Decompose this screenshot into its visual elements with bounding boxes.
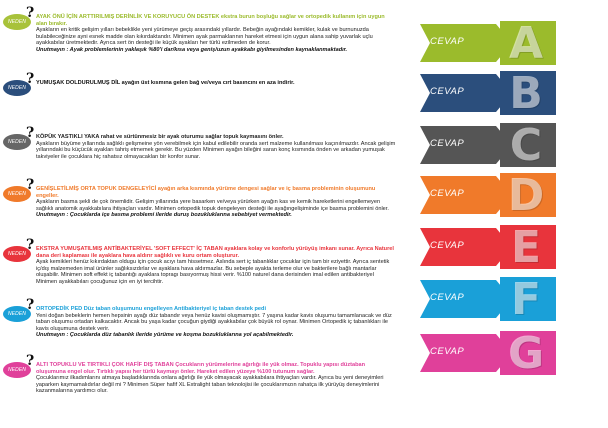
question-mark-icon: ? <box>26 177 35 193</box>
answer-letter: B <box>509 68 543 119</box>
row-body: Ayak kemikleri henüz kıkırdaktan oldugu için çocuk acıyı tam hissetmez. Aslında sert iç tabanlıklar çocuklar için tam bir eziyettir. Ayrıca sentetik iç/dış malzemeden imal ürünler sağlıksızdırlar ve ayaklara hava aldırmazlar. Bu sebeple ayakta terleme olur ve bakterilere bağlı mantarlar oluşabilir. Minimen soft effekt iç tabantığı ayaklara topragı basıyormuş hissi verir. %100 naturel dana derisinden imal edilen antibakteriyel Minimen ayakkabıları çocuğunuz için en iyi tercihtir. <box>36 259 390 285</box>
answer-letter: A <box>508 18 544 69</box>
answer-letter: F <box>510 274 542 325</box>
row-heading: GENİŞLETİLMİŞ ORTA TOPUK DENGELEYİCİ ayağın arka kısmında yürüme dengesi sağlar ve iç basma probleminin oluşumunu engeller. <box>36 186 376 199</box>
neden-label: NEDEN <box>7 191 26 197</box>
question-mark-icon: ? <box>26 5 35 21</box>
question-text <box>36 14 396 54</box>
neden-label: NEDEN <box>7 139 26 145</box>
question-mark-icon: ? <box>26 297 35 313</box>
row-body: Yeni doğan bebeklerin hemen hepsinin ayağı düz tabandır veya henüz kavisi oluşmamıştır. 7 yaşına kadar kavis oluşumu tamamlanacak ve düz taban oluşumu ortadan kalkacaktır. Ancak bu yaşa kadar çocuğun giydiği ayakkabılar çok büyük rol oynar. Minimen Ortopedik iç tabanlıkları ile kavis oluşumuna destek verir. <box>36 312 392 332</box>
question-text <box>36 246 396 286</box>
answer-letter: D <box>507 170 545 221</box>
row-heading: ALTI TOPUKLU VE TIRTIKLI ÇOK HAFİF DIŞ TABAN Çocukların yürümelerine ağırlığı ile yük olmaz. Topuklu yapısı düztaban oluşumuna engel olur. Tırtıklı yapısı her türlü kaymayı önler. Hareket edilen yüzeye %100 tutunum sağlar. <box>36 362 366 375</box>
cevap-label: CEVAP <box>430 292 465 303</box>
cevap-label: CEVAP <box>430 86 465 97</box>
neden-label: NEDEN <box>7 251 26 257</box>
row-body: Ayakların büyüme yıllarında sağlıklı gelişmeine yön verebilmek için kabul edilebilir oranda sert malzeme kullanılması kaçınılmazdır. Ancak gelişim yıllarındaki bu küçücük ayakları tahriş etmemek gerekir. Bu yüzden Minimen ayağın bileğini saran konç kısmında önden ve arkadan yumuşak takviyeler ile çocuklara hiç rahatsız olmayacakları bir konfor sunar. <box>36 140 396 160</box>
row-body: Çocuklarımız ilkadımlarını atmaya başladıklarında onlara ağırlığı ile yük olmayacak ayakkabılara ihtiyaçları vardır. Ayrıca bu yeni deneyimleri yaparken kaymamalıdırlar değil mi ? Minimen Süper hafif XL Extralight taban teknolojisi ile çocuklarımızın rahatça ilk yürüyüş deneyimlerini kazanmalarına yardımcı olur. <box>36 375 384 395</box>
cevap-label: CEVAP <box>430 188 465 199</box>
cevap-label: CEVAP <box>430 138 465 149</box>
question-mark-icon: ? <box>26 71 35 87</box>
neden-label: NEDEN <box>7 85 26 91</box>
question-text <box>36 186 396 219</box>
answer-band <box>420 328 560 379</box>
row-heading: AYAK ÖNÜ İÇİN ARTTIRILMIŞ DERİNLİK VE KORUYUCU ÖN DESTEK ekstra burun boşluğu sağlar ve ortopedik kullanım için uygun alan bırakır. <box>36 14 385 27</box>
neden-label: NEDEN <box>7 19 26 25</box>
neden-label: NEDEN <box>7 311 26 317</box>
row-heading: EKSTRA YUMUŞATILMIŞ ANTİBAKTERİYEL 'SOFT EFFECT' İÇ TABAN ayaklara kolay ve konforlu yürüyüş imkanı sunar. Ayrıca Naturel dana deri kaplaması ile ayaklara hava aldırır sağlıklı ve kuru ortam oluşturur. <box>36 246 394 259</box>
answer-band <box>420 68 560 119</box>
question-text <box>36 80 396 87</box>
question-text <box>36 306 396 339</box>
question-mark-icon: ? <box>26 353 35 369</box>
answer-band <box>420 170 560 221</box>
question-text <box>36 134 396 160</box>
answer-letter: C <box>509 120 543 171</box>
row-note: Unutmayın : Ayak problemlerinin yaklaşık %80'i dar/kısa veya geniş/uzun ayakkabı giyilmesinden kaynaklanmaktadır. <box>36 46 348 53</box>
answer-band <box>420 120 560 171</box>
neden-label: NEDEN <box>7 367 26 373</box>
cevap-label: CEVAP <box>430 346 465 357</box>
answer-band <box>420 274 560 325</box>
row-body: Ayakların en kritik gelişim yılları bebeklikle yeni yürümeye geçiş arasındaki yıllardır. Bebeğin ayağındaki kemikler, kulak ve burnunuzda bulabileceğinize ayni esnek madde olan kıkırdaktandır. Minimen ayak parmaklarının hareket etmesi için uygun alana sahip yuvarlak uçlu ayakkabılar üretmektedir. Ayrıca sert ön desteği ile küçük ayakları her türlü ezilmeden de korur. <box>36 27 373 47</box>
cevap-label: CEVAP <box>430 240 465 251</box>
cevap-label: CEVAP <box>430 36 465 47</box>
answer-band <box>420 18 560 69</box>
row-heading: ORTOPEDİK PED Düz taban oluşumunu engelleyen Antibakteriyel iç taban destek pedi <box>36 306 267 312</box>
row-body: Ayakların basma şekli de çok önemlidir. Gelişim yıllarında yere basarken ve/veya yürürken ayağın kas ve kemik hareketlerini engellemeyen sağlıklı anatomik ayakkabılara ihtiyaçları vardır. Minimen ortopedik topuk dengeleyen desteği ile ayağıngelişiminde içe basma problemini önler. <box>36 199 389 212</box>
row-heading: YUMUŞAK DOLDURULMUŞ DİL ayağın üst kısmına gelen bağ ve/veya cırt basıncını en aza indirir. <box>36 80 295 86</box>
row-heading: KÖPÜK YASTIKLI YAKA rahat ve sürtünmesiz bir ayak oturumu sağlar topuk kaymasını önler. <box>36 134 284 140</box>
answer-letter: G <box>507 328 545 379</box>
question-text <box>36 362 396 395</box>
row-note: Unutmayın : Çocuklarda içe basma problemi ileride duruş bozukluklarına sebebiyet vermektedir. <box>36 212 292 219</box>
answer-letter: E <box>510 222 542 273</box>
row-note: Unutmayın : Çocuklarda düz tabanlık ileride yürüme ve koşma bozukluklarına yol açabilmektedir. <box>36 332 294 339</box>
question-mark-icon: ? <box>26 125 35 141</box>
question-mark-icon: ? <box>26 237 35 253</box>
answer-band <box>420 222 560 273</box>
